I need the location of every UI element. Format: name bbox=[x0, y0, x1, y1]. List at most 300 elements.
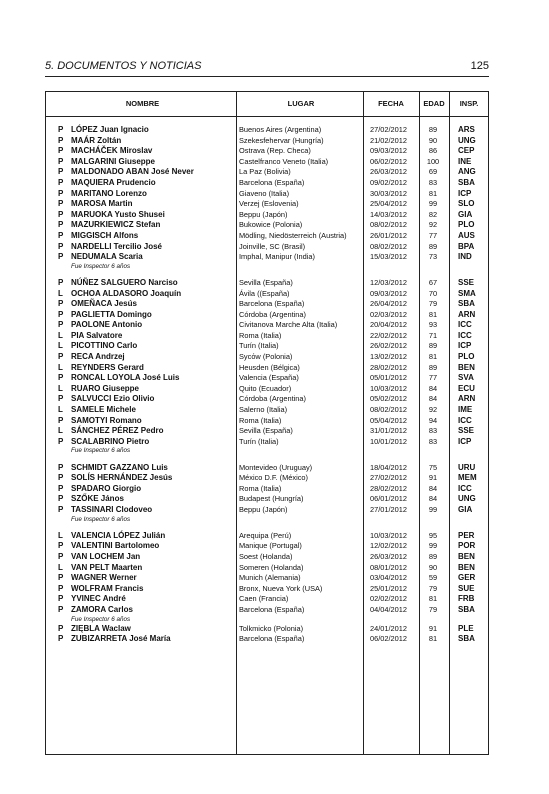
age-cell: 99 bbox=[428, 199, 438, 209]
inspectorate-code: POR bbox=[458, 541, 476, 551]
place-cell: Barcelona (España) bbox=[239, 604, 305, 614]
status-code: P bbox=[58, 252, 64, 262]
age-cell: 89 bbox=[428, 551, 438, 561]
place-cell: Civitanova Marche Alta (Italia) bbox=[239, 320, 338, 330]
inspectorate-code: ARN bbox=[458, 309, 476, 319]
date-cell: 25/04/2012 bbox=[370, 199, 407, 209]
table-row bbox=[46, 463, 488, 474]
person-name: TASSINARI Clodoveo bbox=[71, 504, 153, 514]
place-cell: Ávila ((España) bbox=[239, 288, 290, 298]
person-name: OMEÑACA Jesús bbox=[71, 299, 137, 309]
place-cell: Barcelona (España) bbox=[239, 177, 305, 187]
person-name: MAÁR Zoltán bbox=[71, 135, 122, 145]
table-row bbox=[46, 341, 488, 352]
person-name: MALGARINI Giuseppe bbox=[71, 156, 156, 166]
inspectorate-code: MEM bbox=[458, 473, 477, 483]
table-row bbox=[46, 541, 488, 552]
person-name: REYNDERS Gerard bbox=[71, 362, 144, 372]
inspectorate-code: BEN bbox=[458, 551, 475, 561]
table-row bbox=[46, 426, 488, 437]
person-name: VALENCIA LÓPEZ Julián bbox=[71, 530, 166, 540]
inspectorate-code: GIA bbox=[458, 209, 473, 219]
status-code: P bbox=[58, 230, 64, 240]
age-cell: 84 bbox=[428, 383, 438, 393]
place-cell: Turín (Italia) bbox=[239, 341, 279, 351]
person-name: NÚÑEZ SALGUERO Narciso bbox=[71, 277, 178, 287]
inspectorate-code: ECU bbox=[458, 383, 475, 393]
status-code: P bbox=[58, 199, 64, 209]
table-row bbox=[46, 573, 488, 584]
date-cell: 27/01/2012 bbox=[370, 504, 407, 514]
section-title: 5. DOCUMENTOS Y NOTICIAS bbox=[45, 60, 202, 72]
inspectorate-code: URU bbox=[458, 462, 476, 472]
age-cell: 83 bbox=[428, 436, 438, 446]
age-cell: 84 bbox=[428, 483, 438, 493]
status-code: P bbox=[58, 220, 64, 230]
place-cell: La Paz (Bolivia) bbox=[239, 167, 291, 177]
table-row bbox=[46, 563, 488, 574]
person-name: ZUBIZARRETA José María bbox=[71, 634, 171, 644]
place-cell: Barcelona (España) bbox=[239, 634, 305, 644]
inspectorate-code: SMA bbox=[458, 288, 476, 298]
table-row bbox=[46, 624, 488, 635]
person-name: VAN LOCHEM Jan bbox=[71, 551, 141, 561]
place-cell: Ostrava (Rep. Checa) bbox=[239, 146, 311, 156]
place-cell: Tolkmicko (Polonia) bbox=[239, 623, 304, 633]
inspectorate-code: ICP bbox=[458, 436, 472, 446]
person-name: SZŐKE János bbox=[71, 494, 124, 504]
place-cell: Verzej (Eslovenia) bbox=[239, 199, 299, 209]
date-cell: 12/03/2012 bbox=[370, 277, 407, 287]
inspectorate-code: SBA bbox=[458, 634, 475, 644]
row-note: Fue Inspector 6 años bbox=[71, 615, 131, 623]
status-code: P bbox=[58, 241, 64, 251]
status-code: P bbox=[58, 309, 64, 319]
status-code: P bbox=[58, 352, 64, 362]
row-note: Fue Inspector 6 años bbox=[71, 447, 131, 455]
table-row bbox=[46, 210, 488, 221]
person-name: SOLÍS HERNÁNDEZ Jesús bbox=[71, 473, 173, 483]
inspectorate-code: SBA bbox=[458, 299, 475, 309]
status-code: L bbox=[58, 405, 63, 415]
person-name: SCHMIDT GAZZANO Luis bbox=[71, 462, 168, 472]
person-name: NARDELLI Tercilio José bbox=[71, 241, 162, 251]
table-row bbox=[46, 405, 488, 416]
date-cell: 27/02/2012 bbox=[370, 473, 407, 483]
table-row bbox=[46, 199, 488, 210]
column-header-name: NOMBRE bbox=[125, 99, 160, 108]
person-name: MAROSA Martin bbox=[71, 199, 133, 209]
age-cell: 94 bbox=[428, 415, 438, 425]
person-name: PICOTTINO Carlo bbox=[71, 341, 138, 351]
age-cell: 93 bbox=[428, 320, 438, 330]
age-cell: 95 bbox=[428, 530, 438, 540]
date-cell: 05/04/2012 bbox=[370, 415, 407, 425]
place-cell: Giaveno (Italia) bbox=[239, 188, 290, 198]
inspectorate-code: ICC bbox=[458, 320, 472, 330]
date-cell: 28/02/2012 bbox=[370, 362, 407, 372]
date-cell: 06/02/2012 bbox=[370, 634, 407, 644]
table-row bbox=[46, 320, 488, 331]
place-cell: Arequipa (Perú) bbox=[239, 530, 292, 540]
age-cell: 90 bbox=[428, 562, 438, 572]
date-cell: 09/03/2012 bbox=[370, 146, 407, 156]
person-name: LÓPEZ Juan Ignacio bbox=[71, 125, 149, 134]
status-code: P bbox=[58, 541, 64, 551]
status-code: P bbox=[58, 483, 64, 493]
table-row bbox=[46, 634, 488, 645]
status-code: P bbox=[58, 299, 64, 309]
person-name: RUARO Giuseppe bbox=[71, 383, 140, 393]
status-code: P bbox=[58, 156, 64, 166]
table-row bbox=[46, 594, 488, 605]
date-cell: 10/01/2012 bbox=[370, 436, 407, 446]
person-name: VALENTINI Bartolomeo bbox=[71, 541, 160, 551]
date-cell: 26/02/2012 bbox=[370, 341, 407, 351]
inspectorate-code: ICP bbox=[458, 341, 472, 351]
age-cell: 90 bbox=[428, 135, 438, 145]
age-cell: 81 bbox=[428, 309, 438, 319]
age-cell: 92 bbox=[428, 405, 438, 415]
place-cell: Turín (Italia) bbox=[239, 436, 279, 446]
person-name: PAGLIETTA Domingo bbox=[71, 309, 152, 319]
age-cell: 75 bbox=[428, 462, 438, 472]
age-cell: 99 bbox=[428, 504, 438, 514]
status-code: P bbox=[58, 277, 64, 287]
status-code: P bbox=[58, 604, 64, 614]
status-code: L bbox=[58, 383, 63, 393]
table-row-note bbox=[46, 516, 488, 524]
age-cell: 84 bbox=[428, 394, 438, 404]
place-cell: Valencia (España) bbox=[239, 373, 299, 383]
age-cell: 89 bbox=[428, 362, 438, 372]
person-name: MIGGISCH Alfons bbox=[71, 230, 139, 240]
age-cell: 59 bbox=[428, 573, 438, 583]
date-cell: 06/02/2012 bbox=[370, 156, 407, 166]
age-cell: 79 bbox=[428, 604, 438, 614]
date-cell: 24/01/2012 bbox=[370, 623, 407, 633]
place-cell: Córdoba (Argentina) bbox=[239, 309, 306, 319]
date-cell: 25/01/2012 bbox=[370, 583, 407, 593]
date-cell: 21/02/2012 bbox=[370, 135, 407, 145]
date-cell: 27/02/2012 bbox=[370, 125, 407, 134]
place-cell: Bronx, Nueva York (USA) bbox=[239, 583, 323, 593]
date-cell: 22/02/2012 bbox=[370, 330, 407, 340]
place-cell: Roma (Italia) bbox=[239, 415, 282, 425]
place-cell: Salerno (Italia) bbox=[239, 405, 288, 415]
person-name: MACHÁČEK Miroslav bbox=[71, 146, 153, 156]
inspectorate-code: IND bbox=[458, 252, 472, 262]
date-cell: 26/03/2012 bbox=[370, 551, 407, 561]
table-row bbox=[46, 278, 488, 289]
age-cell: 79 bbox=[428, 583, 438, 593]
place-cell: Munich (Alemania) bbox=[239, 573, 301, 583]
table-row-note bbox=[46, 263, 488, 271]
place-cell: Buenos Aires (Argentina) bbox=[239, 125, 322, 134]
table-row bbox=[46, 220, 488, 231]
age-cell: 81 bbox=[428, 352, 438, 362]
age-cell: 81 bbox=[428, 634, 438, 644]
place-cell: Quito (Ecuador) bbox=[239, 383, 292, 393]
inspectorate-code: UNG bbox=[458, 135, 476, 145]
person-name: WOLFRAM Francis bbox=[71, 583, 144, 593]
person-name: VAN PELT Maarten bbox=[71, 562, 143, 572]
table-row bbox=[46, 331, 488, 342]
table-row bbox=[46, 289, 488, 300]
status-code: P bbox=[58, 146, 64, 156]
place-cell: Manique (Portugal) bbox=[239, 541, 302, 551]
place-cell: Roma (Italia) bbox=[239, 483, 282, 493]
table-row bbox=[46, 157, 488, 168]
age-cell: 71 bbox=[428, 330, 438, 340]
table-row-note bbox=[46, 616, 488, 624]
place-cell: Joinville, SC (Brasil) bbox=[239, 241, 306, 251]
person-name: RONCAL LOYOLA José Luis bbox=[71, 373, 180, 383]
person-name: OCHOA ALDASORO Joaquín bbox=[71, 288, 182, 298]
row-note: Fue Inspector 6 años bbox=[71, 515, 131, 523]
header-divider bbox=[46, 116, 488, 117]
status-code: L bbox=[58, 530, 63, 540]
date-cell: 26/04/2012 bbox=[370, 299, 407, 309]
inspectorate-code: PER bbox=[458, 530, 475, 540]
age-cell: 70 bbox=[428, 288, 438, 298]
table-row bbox=[46, 363, 488, 374]
date-cell: 03/04/2012 bbox=[370, 573, 407, 583]
age-cell: 91 bbox=[428, 473, 438, 483]
table-row bbox=[46, 125, 488, 136]
inspectorate-code: SBA bbox=[458, 604, 475, 614]
table-row bbox=[46, 178, 488, 189]
age-cell: 83 bbox=[428, 426, 438, 436]
status-code: P bbox=[58, 320, 64, 330]
column-header-age: EDAD bbox=[423, 99, 445, 108]
inspectorate-code: FRB bbox=[458, 594, 475, 604]
status-code: L bbox=[58, 562, 63, 572]
person-name: NEDUMALA Scaria bbox=[71, 252, 143, 262]
date-cell: 04/04/2012 bbox=[370, 604, 407, 614]
inspectorate-code: BEN bbox=[458, 362, 475, 372]
age-cell: 67 bbox=[428, 277, 438, 287]
date-cell: 12/02/2012 bbox=[370, 541, 407, 551]
place-cell: Caen (Francia) bbox=[239, 594, 289, 604]
person-name: SAMELE Michele bbox=[71, 405, 136, 415]
person-name: MARITANO Lorenzo bbox=[71, 188, 147, 198]
place-cell: Szekesfehervar (Hungría) bbox=[239, 135, 324, 145]
age-cell: 77 bbox=[428, 373, 438, 383]
age-cell: 92 bbox=[428, 220, 438, 230]
column-header-insp: INSP. bbox=[459, 99, 479, 108]
table-row bbox=[46, 531, 488, 542]
table-row bbox=[46, 167, 488, 178]
place-cell: Montevideo (Uruguay) bbox=[239, 462, 313, 472]
obituary-table bbox=[45, 91, 489, 755]
status-code: L bbox=[58, 426, 63, 436]
inspectorate-code: IME bbox=[458, 405, 473, 415]
table-body bbox=[46, 125, 488, 645]
table-row bbox=[46, 584, 488, 595]
place-cell: Bukowice (Polonia) bbox=[239, 220, 303, 230]
person-name: SCALABRINO Pietro bbox=[71, 436, 150, 446]
age-cell: 89 bbox=[428, 341, 438, 351]
status-code: P bbox=[58, 583, 64, 593]
place-cell: Heusden (Bélgica) bbox=[239, 362, 300, 372]
row-note: Fue Inspector 6 años bbox=[71, 262, 131, 270]
place-cell: Mödling, Niedösterreich (Austria) bbox=[239, 230, 347, 240]
place-cell: Beppu (Japón) bbox=[239, 209, 288, 219]
table-row bbox=[46, 384, 488, 395]
date-cell: 02/03/2012 bbox=[370, 309, 407, 319]
age-cell: 81 bbox=[428, 188, 438, 198]
status-code: L bbox=[58, 341, 63, 351]
table-row bbox=[46, 352, 488, 363]
page-header bbox=[45, 60, 489, 77]
age-cell: 89 bbox=[428, 241, 438, 251]
table-row bbox=[46, 189, 488, 200]
inspectorate-code: INE bbox=[458, 156, 472, 166]
date-cell: 20/04/2012 bbox=[370, 320, 407, 330]
table-row bbox=[46, 494, 488, 505]
table-row bbox=[46, 605, 488, 616]
inspectorate-code: CEP bbox=[458, 146, 475, 156]
status-code: P bbox=[58, 623, 64, 633]
date-cell: 26/03/2012 bbox=[370, 167, 407, 177]
date-cell: 02/02/2012 bbox=[370, 594, 407, 604]
table-row bbox=[46, 252, 488, 263]
place-cell: Córdoba (Argentina) bbox=[239, 394, 306, 404]
status-code: L bbox=[58, 330, 63, 340]
inspectorate-code: PLO bbox=[458, 352, 475, 362]
person-name: SAMOTYI Romano bbox=[71, 415, 142, 425]
table-row bbox=[46, 394, 488, 405]
inspectorate-code: SSE bbox=[458, 426, 475, 436]
status-code: P bbox=[58, 462, 64, 472]
column-header-place: LUGAR bbox=[287, 99, 315, 108]
age-cell: 89 bbox=[428, 125, 438, 134]
status-code: P bbox=[58, 167, 64, 177]
inspectorate-code: GER bbox=[458, 573, 476, 583]
status-code: P bbox=[58, 394, 64, 404]
status-code: P bbox=[58, 634, 64, 644]
inspectorate-code: BPA bbox=[458, 241, 475, 251]
person-name: SPADARO Giorgio bbox=[71, 483, 142, 493]
status-code: P bbox=[58, 188, 64, 198]
person-name: MALDONADO ABAN José Never bbox=[71, 167, 194, 177]
date-cell: 05/01/2012 bbox=[370, 373, 407, 383]
table-row bbox=[46, 310, 488, 321]
person-name: PAOLONE Antonio bbox=[71, 320, 143, 330]
table-row bbox=[46, 505, 488, 516]
status-code: P bbox=[58, 494, 64, 504]
age-cell: 81 bbox=[428, 594, 438, 604]
place-cell: Castelfranco Veneto (Italia) bbox=[239, 156, 329, 166]
date-cell: 09/02/2012 bbox=[370, 177, 407, 187]
column-header-date: FECHA bbox=[378, 99, 404, 108]
table-row bbox=[46, 146, 488, 157]
table-row bbox=[46, 242, 488, 253]
inspectorate-code: SLO bbox=[458, 199, 475, 209]
person-name: RECA Andrzej bbox=[71, 352, 125, 362]
table-row bbox=[46, 552, 488, 563]
inspectorate-code: PLO bbox=[458, 220, 475, 230]
date-cell: 08/02/2012 bbox=[370, 220, 407, 230]
status-code: P bbox=[58, 373, 64, 383]
status-code: P bbox=[58, 135, 64, 145]
inspectorate-code: SVA bbox=[458, 373, 474, 383]
date-cell: 18/04/2012 bbox=[370, 462, 407, 472]
date-cell: 30/03/2012 bbox=[370, 188, 407, 198]
status-code: P bbox=[58, 573, 64, 583]
age-cell: 83 bbox=[428, 177, 438, 187]
age-cell: 77 bbox=[428, 230, 438, 240]
status-code: P bbox=[58, 125, 64, 134]
person-name: MARUOKA Yusto Shusei bbox=[71, 209, 165, 219]
date-cell: 05/02/2012 bbox=[370, 394, 407, 404]
age-cell: 73 bbox=[428, 252, 438, 262]
status-code: L bbox=[58, 288, 63, 298]
person-name: SALVUCCI Ezio Olivio bbox=[71, 394, 155, 404]
place-cell: Roma (Italia) bbox=[239, 330, 282, 340]
date-cell: 13/02/2012 bbox=[370, 352, 407, 362]
table-row bbox=[46, 231, 488, 242]
inspectorate-code: BEN bbox=[458, 562, 475, 572]
date-cell: 10/03/2012 bbox=[370, 530, 407, 540]
age-cell: 82 bbox=[428, 209, 438, 219]
page-number: 125 bbox=[470, 60, 489, 72]
age-cell: 69 bbox=[428, 167, 438, 177]
table-row bbox=[46, 437, 488, 448]
age-cell: 100 bbox=[426, 156, 440, 166]
place-cell: Imphal, Manipur (India) bbox=[239, 252, 315, 262]
status-code: P bbox=[58, 594, 64, 604]
status-code: P bbox=[58, 436, 64, 446]
table-row bbox=[46, 136, 488, 147]
place-cell: Budapest (Hungría) bbox=[239, 494, 304, 504]
inspectorate-code: UNG bbox=[458, 494, 476, 504]
inspectorate-code: AUS bbox=[458, 230, 475, 240]
date-cell: 15/03/2012 bbox=[370, 252, 407, 262]
place-cell: Sevilla (España) bbox=[239, 277, 293, 287]
inspectorate-code: ICC bbox=[458, 415, 472, 425]
status-code: P bbox=[58, 473, 64, 483]
inspectorate-code: ICC bbox=[458, 330, 472, 340]
status-code: P bbox=[58, 177, 64, 187]
table-row bbox=[46, 473, 488, 484]
age-cell: 84 bbox=[428, 494, 438, 504]
place-cell: Beppu (Japón) bbox=[239, 504, 288, 514]
date-cell: 26/01/2012 bbox=[370, 230, 407, 240]
inspectorate-code: ICP bbox=[458, 188, 472, 198]
status-code: L bbox=[58, 362, 63, 372]
person-name: PIA Salvatore bbox=[71, 330, 123, 340]
person-name: MAQUIERA Prudencio bbox=[71, 177, 156, 187]
person-name: YVINEC André bbox=[71, 594, 126, 604]
date-cell: 08/02/2012 bbox=[370, 405, 407, 415]
person-name: SÁNCHEZ PÉREZ Pedro bbox=[71, 426, 164, 436]
inspectorate-code: ANG bbox=[458, 167, 476, 177]
person-name: MAZURKIEWICZ Stefan bbox=[71, 220, 161, 230]
table-row bbox=[46, 484, 488, 495]
age-cell: 99 bbox=[428, 541, 438, 551]
date-cell: 08/02/2012 bbox=[370, 241, 407, 251]
inspectorate-code: ICC bbox=[458, 483, 472, 493]
table-row bbox=[46, 373, 488, 384]
inspectorate-code: GIA bbox=[458, 504, 473, 514]
table-row-note bbox=[46, 447, 488, 455]
status-code: P bbox=[58, 415, 64, 425]
inspectorate-code: SUE bbox=[458, 583, 475, 593]
place-cell: Sevilla (España) bbox=[239, 426, 293, 436]
table-row bbox=[46, 416, 488, 427]
